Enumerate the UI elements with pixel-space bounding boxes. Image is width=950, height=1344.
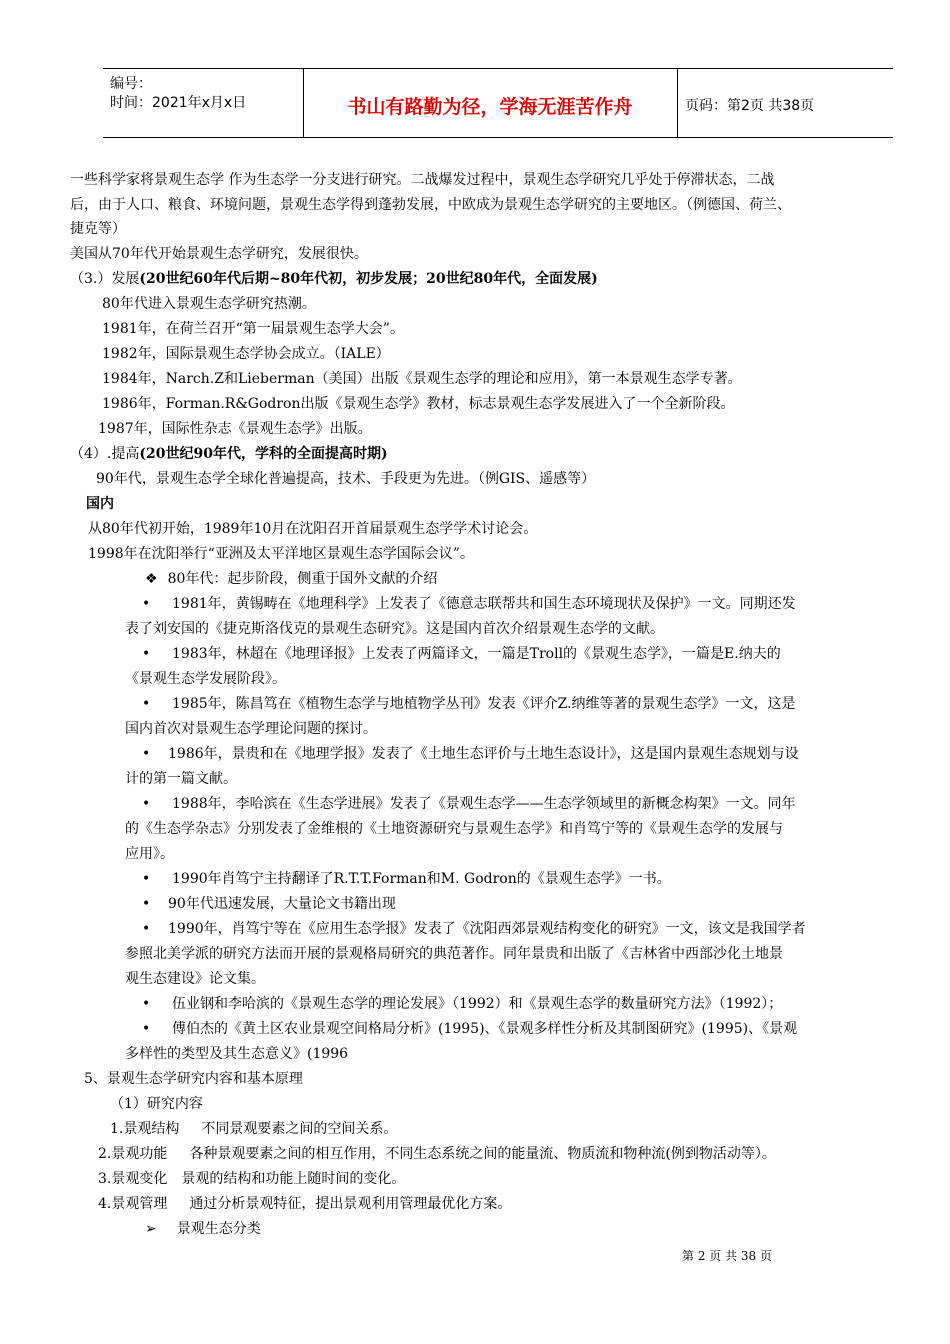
paragraph-line: 1987年，国际性杂志《景观生态学》出版。 <box>98 421 372 437</box>
bullet-continuation: 应用》。 <box>125 846 174 862</box>
paragraph-line: 捷克等） <box>70 221 126 237</box>
bullet-item <box>142 919 806 939</box>
page-code: 页码：第2页 共38页 <box>685 98 815 114</box>
bullet-continuation: 参照北美学派的研究方法而开展的景观格局研究的典范著作。同年景贵和出版了《吉林省中西部沙化土地景 <box>125 946 783 962</box>
paragraph-line: 1998年在沈阳举行“亚洲及太平洋地区景观生态学国际会议”。 <box>88 546 474 562</box>
content-item <box>98 1144 776 1164</box>
paragraph-line: 从80年代初开始，1989年10月在沈阳召开首届景观生态学学术讨论会。 <box>88 521 538 537</box>
bullet-item <box>142 744 799 764</box>
bullet-icon: • <box>142 796 151 812</box>
list-item-text: 1983年，林超在《地理译报》上发表了两篇译文，一篇是Troll的《景观生态学》，一篇是E.纳夫的 <box>172 646 781 662</box>
bullet-continuation: 表了刘安国的《捷克斯洛伐克的景观生态研究》。这是国内首次介绍景观生态学的文献。 <box>125 621 664 637</box>
arrow-bullet-icon: ➢ <box>145 1221 157 1237</box>
paragraph-line: 一些科学家将景观生态学 作为生态学一分支进行研究。二战爆发过程中，景观生态学研究几乎处于停滞状态，二战 <box>70 172 775 188</box>
bullet-continuation: 多样性的类型及其生态意义》(1996 <box>125 1046 349 1062</box>
list-item-text: 1990年，肖笃宁等在《应用生态学报》发表了《沈阳西郊景观结构变化的研究》一文，该文是我国学者 <box>168 921 806 937</box>
bullet-icon: • <box>142 596 151 612</box>
item-text: 通过分析景观特征，提出景观利用管理最优化方案。 <box>189 1196 512 1212</box>
bullet-item <box>142 894 396 914</box>
content-item <box>98 1169 405 1189</box>
paragraph-line: 1986年，Forman.R&Godron出版《景观生态学》教材，标志景观生态学发展进入了一个全新阶段。 <box>102 396 735 412</box>
bullet-icon: • <box>142 746 151 762</box>
number-label: 编号： <box>110 76 152 92</box>
bullet-icon: • <box>142 1021 151 1037</box>
time-line: 时间：2021年x月x日 <box>110 95 247 111</box>
arrow-list-item <box>145 1219 261 1239</box>
paragraph-line: 美国从70年代开始景观生态学研究，发展很快。 <box>70 246 368 262</box>
bullet-icon: • <box>142 696 151 712</box>
bullet-item <box>142 869 671 889</box>
page-footer: 第 2 页 共 38 页 <box>682 1249 772 1263</box>
bullet-item <box>142 994 782 1014</box>
bullet-item <box>142 794 796 814</box>
list-item-text: 1986年，景贵和在《地理学报》发表了《土地生态评价与土地生态设计》，这是国内景观生态规划与设 <box>168 746 799 762</box>
list-item-text: 1981年，黄锡畴在《地理科学》上发表了《德意志联帮共和国生态环境现状及保护》一文。同期还发 <box>172 596 796 612</box>
header-right-cell <box>677 69 893 137</box>
list-item-text: 1990年肖笃宁主持翻译了R.T.T.Forman和M. Godron的《景观生态学》一书。 <box>172 871 671 887</box>
list-item-text: 1985年，陈昌笃在《植物生态学与地植物学丛刊》发表《评介Z.纳维等著的景观生态学》一文，这是 <box>172 696 796 712</box>
diamond-bullet-icon: ❖ <box>145 571 158 587</box>
item-label: 4.景观管理 <box>98 1196 168 1212</box>
bullet-item <box>142 1019 797 1039</box>
header-mid-cell <box>303 69 678 137</box>
paragraph-line: 90年代，景观生态学全球化普遍提高，技术、手段更为先进。（例GIS、遥感等） <box>96 471 596 487</box>
motto-text: 书山有路勤为径，学海无涯苦作舟 <box>347 96 633 118</box>
paragraph-line: 1982年，国际景观生态学协会成立。（IALE） <box>102 346 390 362</box>
content-item <box>110 1119 397 1139</box>
list-item-text: 傅伯杰的《黄土区农业景观空间格局分析》(1995)、《景观多样性分析及其制图研究》(1995)、《景观 <box>172 1021 798 1037</box>
bullet-continuation: 计的第一篇文献。 <box>125 771 237 787</box>
bullet-item <box>142 644 781 664</box>
item-text: 不同景观要素之间的空间关系。 <box>201 1121 398 1137</box>
item-label: 3.景观变化 <box>98 1171 168 1187</box>
subheading-domestic: 国内 <box>86 496 114 512</box>
paragraph-line: 1981年，在荷兰召开“第一届景观生态学大会”。 <box>102 321 404 337</box>
list-item-text: 伍业钢和李哈滨的《景观生态学的理论发展》（1992）和《景观生态学的数量研究方法》（1992）； <box>172 996 783 1012</box>
item-label: 2.景观功能 <box>98 1146 168 1162</box>
bullet-continuation: 国内首次对景观生态学理论问题的探讨。 <box>125 721 377 737</box>
item-text: 各种景观要素之间的相互作用，不同生态系统之间的能量流、物质流和物种流(例到物活动等）。 <box>189 1146 776 1162</box>
paragraph-line: 后，由于人口、粮食、环境问题，景观生态学得到蓬勃发展，中欧成为景观生态学研究的主要地区。（例德国、荷兰、 <box>70 197 791 213</box>
section-heading-5: 5、景观生态学研究内容和基本原理 <box>84 1071 303 1087</box>
item-text: 景观的结构和功能上随时间的变化。 <box>181 1171 406 1187</box>
content-item <box>98 1194 511 1214</box>
list-item-text: 1988年，李哈滨在《生态学进展》发表了《景观生态学——生态学领域里的新概念构架》一文。同年 <box>172 796 796 812</box>
header-left-cell <box>103 69 304 137</box>
diamond-list-item <box>145 569 437 589</box>
bullet-icon: • <box>142 996 151 1012</box>
list-item-text: 景观生态分类 <box>176 1221 261 1237</box>
bullet-icon: • <box>142 921 151 937</box>
section-bold-text: (20世纪60年代后期~80年代初，初步发展；20世纪80年代，全面发展) <box>139 271 598 287</box>
bullet-continuation: 观生态建设》论文集。 <box>125 971 265 987</box>
bullet-continuation: 的《生态学杂志》分别发表了金维根的《土地资源研究与景观生态学》和肖笃宁等的《景观生态学的发展与 <box>125 821 783 837</box>
bullet-continuation: 《景观生态学发展阶段》。 <box>125 671 286 687</box>
bullet-icon: • <box>142 896 151 912</box>
bullet-item <box>142 594 796 614</box>
paragraph-line: 80年代进入景观生态学研究热潮。 <box>102 296 316 312</box>
section-heading-3 <box>70 269 598 289</box>
bullet-item <box>142 694 796 714</box>
list-item-text: 90年代迅速发展，大量论文书籍出现 <box>168 896 396 912</box>
paragraph-line: 1984年，Narch.Z和Lieberman（美国）出版《景观生态学的理论和应用》，第一本景观生态学专著。 <box>102 371 742 387</box>
section-prefix: （3.）发展 <box>70 271 140 287</box>
bullet-icon: • <box>142 646 151 662</box>
section-bold-text: (20世纪90年代，学科的全面提高时期) <box>139 446 388 462</box>
item-label: 1.景观结构 <box>110 1121 180 1137</box>
section-prefix: （4）.提高 <box>70 446 140 462</box>
section-heading-4 <box>70 444 388 464</box>
list-item-text: 80年代：起步阶段，侧重于国外文献的介绍 <box>167 571 438 587</box>
subsection-heading: （1）研究内容 <box>110 1096 203 1112</box>
document-header <box>103 68 893 138</box>
bullet-icon: • <box>142 871 151 887</box>
